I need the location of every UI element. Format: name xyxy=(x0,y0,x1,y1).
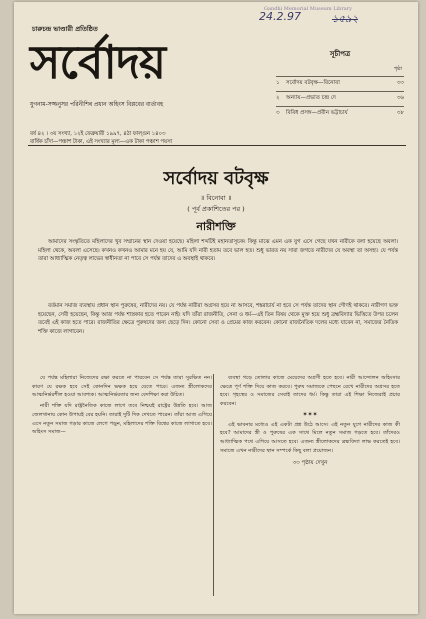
toc-item-no: ১ xyxy=(276,80,280,86)
intro-paragraph: আমাদের সংস্কৃতিতে মহিলাদের খুব সম্মানের স্থান দেওয়া হয়েছে। মহিলা শব্দটিই মহানতাসূচক। কিন্তু মাঝে এমন এক যুগ এসে গেছে যখন নারীকে বলা হয়েছে অবলা। মহিলা থেকে, অবলা এসেছে। কখনও কখনও আমার মনে হয় যে, আমি যদি নারী হতাম তবে ভাল হত। শুধু ভারত নয় সারা জগতে নারীদের যে অবস্থা তা অসহ্য। যে পর্যন্ত তারা আধ্যাত্মিক নেতৃত্ব লাভের স্বাধীনতা না পাবে সে পর্যন্ত তাদের এ অবস্থাই থাকবে। xyxy=(38,239,398,263)
section-heading: নারীশক্তি xyxy=(196,220,236,233)
article-title: সর্বোদয় বটবৃক্ষ xyxy=(163,168,269,189)
newspaper-page xyxy=(14,2,418,614)
column-paragraph: যে পর্যন্ত মহিলারা নিজেদের রক্ষা করতে না পারবেন সে পর্যন্ত তারা সুরক্ষিত নন। কারণ যে রক্ষক হবে সেই কোনদিন ভক্ষক হয়ে যেতে পারে। এজন্য স্ত্রীলোকদের আত্মনির্ভরশীল হওয়া আবশ্যক। আত্মনির্ভরতার জন্য বেদশিক্ষা করা উচিত। xyxy=(32,375,212,399)
column-paragraph: এই ভাবনার মধ্যেও এই একটা প্রশ্ন উঠে আসে। এই নতুন যুগে নারীদের কাজ কী হবে? আমাদের স্ত্রী ও পুরুষের এক সাথে মিলে নতুন সমাজ গড়তে হবে। তাঁদেরও আধ্যাত্মিক পথে এগিয়ে আসতে হবে। এজন্য স্ত্রীলোকদের ব্রহ্মবিদ্যা লাভ করতেই হবে। সমাজে এখন নারীদের স্থান সম্পর্কে কিছু বলা প্রয়োজন। xyxy=(220,421,400,454)
intro-paragraph: বর্তমান সমাজ ব্যবস্থায় প্রধান স্থান পুরুষের, নারীদের নয়। যে পর্যন্ত নারীরা অগ্রসর হয়ে না আসবে, শঙ্করাচার্য না হবে সে পর্যন্ত তাদের স্থান গৌণই থাকবে। নারীগণ ভক্ত হয়েছেন, সেবী হয়েছেন, কিন্তু আজ পর্যন্ত শাস্ত্রকার হতে পারেন নাই। যদি তাঁরা রাজনীতি, সেনা ও ধর্ম—এই তিন বিষয় থেকে মুক্ত হয়ে শুধু ব্রহ্মবিদ্যার ভিত্তিতে উপর চলেন তবেই এই কাজ হতে পারে। রাজনীতির ক্ষেত্রে পুরুষদের জন্য ছেড়ে দিন। কোনো সেবা ও প্রেমের কাজ করবেন। কোনো রাজনৈতিক দলের মধ্যে যাবেন না, সমাজের নৈতিক শক্তি কাজে লাগাবেন। xyxy=(38,303,398,335)
column-paragraph: নারী শক্তি যদি রাষ্ট্রনৈতিক কাজে লাগে তবে নিশ্চয়ই রাষ্ট্রের উন্নতি হবে। আজ জেলখানায় কোন উপায়ই বের হয়নি। তারাই দুটি দিক দেখতে পারেন। তাঁরা আজ এগিয়ে এসে নতুন সমাজ গড়ার কাজে লেগে পড়ুন, মহিলাদের শক্তি বিশ্বের কাজে লাগাতে হবে। অহিংস সমাজ— xyxy=(32,403,212,436)
toc-title: সূচীপত্র xyxy=(329,50,351,58)
founder-line: চারুচন্দ্র ভাণ্ডারী প্রতিষ্ঠিত xyxy=(32,25,98,33)
toc-item xyxy=(276,76,404,91)
right-column xyxy=(220,374,400,468)
toc-item-page: ৩৬ xyxy=(396,95,404,101)
library-stamp: Gandhi Memorial Museum Library xyxy=(264,6,352,12)
article-byline: ॥ বিনোবা ॥ xyxy=(200,194,232,202)
toc-item xyxy=(276,106,404,121)
issue-line-1: বর্ষ ৪২ । ৩য় সংখ্যা, ১২ই ফেব্রুয়ারী ১৯৯৭, ৪ঠা ফাল্গুন ১৪০৩ xyxy=(30,131,166,137)
column-divider xyxy=(213,374,214,596)
ornament: ✶✶✶ xyxy=(302,410,318,418)
issue-info xyxy=(30,130,270,146)
article-continued-note: ( পূর্ব প্রকাশিতের পর ) xyxy=(187,205,245,213)
toc-page-header: পৃষ্ঠা xyxy=(393,66,402,72)
toc-item-page: ৩৩ xyxy=(396,80,404,86)
toc-item-title: সর্বোদয় বটবৃক্ষ—বিনোবা xyxy=(286,80,340,86)
masthead-divider xyxy=(28,145,406,146)
toc-item xyxy=(276,91,404,106)
column-paragraph: ব্যবস্থা গড়ে তোলার কাজে মেয়েদের অগ্রণী হতে হবে। নারী আন্দোলন অহিংসার ক্ষেত্রে পূর্ণ শক্তি দিয়ে কাজ করবে। পুরুষ সমাজকে পেছনে রেখে নারীদের অগ্রসর হতে হবে। গৃহস্থের ও সমাজের সেবাই তাদের ধর্ম। কিন্তু তারা এই শিক্ষা নিজেরাই প্রচার করবেন। xyxy=(220,375,400,408)
toc-item-title: বিবিধ প্রসঙ্গ—প্রবীন ভট্টাচার্য xyxy=(286,110,348,116)
toc-item-title: অন্যায়—প্রভাত চন্দ্র দে xyxy=(286,95,336,101)
left-column xyxy=(32,374,212,439)
masthead-title: সর্বোদয় xyxy=(30,35,166,89)
masthead-tagline: যুগনাম-সজ্জনুসর পরিনীশিৰ প্রধান অহিংস বিপ্লবের বার্তাবহ xyxy=(30,102,164,108)
table-of-contents xyxy=(276,48,404,121)
handwritten-date: 24.2.97 xyxy=(259,10,301,23)
toc-item-no: ২ xyxy=(276,95,280,101)
issue-line-2: বার্ষিক চাঁদা—পঞ্চাশ টাকা, এই সংখ্যার মূল্য—এক টাকা পঞ্চাশ পয়সা xyxy=(30,139,173,145)
toc-item-page: ৩৮ xyxy=(396,110,404,116)
handwritten-ref: ১৫৯২ xyxy=(332,14,358,25)
continued-on-page: ৩৩ পৃষ্ঠায় দেখুন xyxy=(292,460,328,467)
toc-item-no: ৩ xyxy=(276,110,280,116)
